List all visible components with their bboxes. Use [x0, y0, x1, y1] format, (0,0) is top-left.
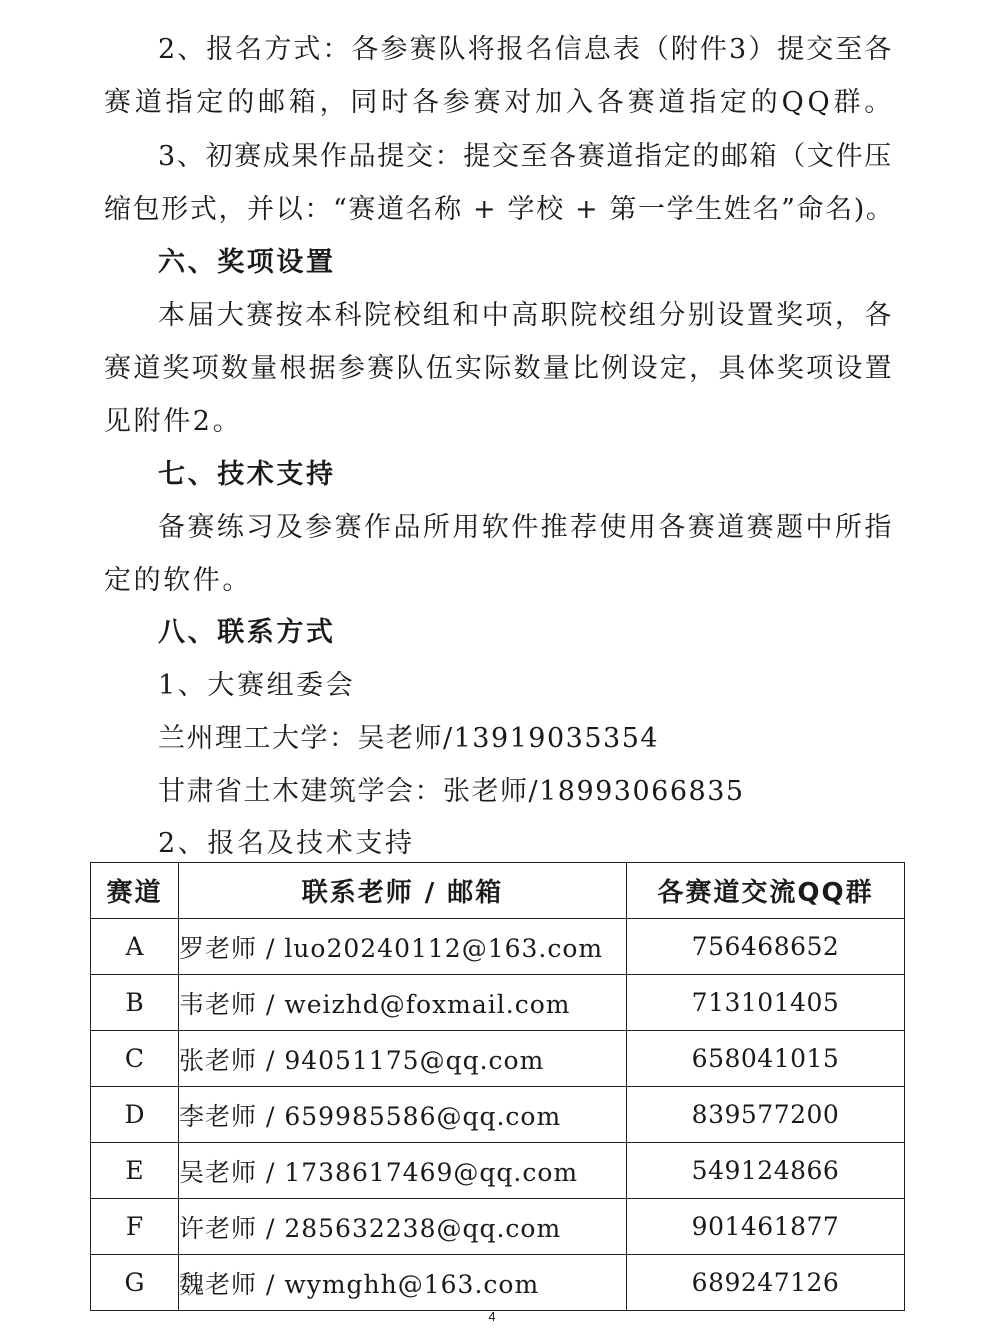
committee-label: 1、大赛组委会: [158, 670, 356, 701]
section-heading-tech-support: 七、技术支持: [158, 459, 336, 490]
registration-method-line-1: 2、报名方式：各参赛队将报名信息表（附件3）提交至各: [158, 34, 894, 65]
table-header-row: [91, 863, 905, 919]
awards-line-1: 本届大赛按本科院校组和中高职院校组分别设置奖项，各: [158, 300, 894, 331]
qq-cell: 689247126: [627, 1255, 905, 1311]
qq-cell: 901461877: [627, 1199, 905, 1255]
contact-gansu-society: 甘肃省土木建筑学会：张老师/18993066835: [158, 776, 745, 807]
registration-method-line-2: 赛道指定的邮箱，同时各参赛对加入各赛道指定的QQ群。: [104, 87, 896, 118]
table-row: [91, 1031, 905, 1087]
track-cell: B: [91, 975, 179, 1031]
header-contact: 联系老师 / 邮箱: [179, 863, 627, 919]
contact-cell: 韦老师 / weizhd@foxmail.com: [179, 975, 627, 1031]
contact-cell: 罗老师 / luo20240112@163.com: [179, 919, 627, 975]
track-cell: D: [91, 1087, 179, 1143]
qq-cell: 713101405: [627, 975, 905, 1031]
contact-cell: 许老师 / 285632238@qq.com: [179, 1199, 627, 1255]
table-row: [91, 1199, 905, 1255]
awards-line-3: 见附件2。: [104, 406, 243, 437]
table-row: [91, 975, 905, 1031]
contact-cell: 吴老师 / 1738617469@qq.com: [179, 1143, 627, 1199]
track-cell: E: [91, 1143, 179, 1199]
registration-support-label: 2、报名及技术支持: [158, 828, 415, 859]
track-cell: C: [91, 1031, 179, 1087]
table-row: [91, 1087, 905, 1143]
qq-cell: 549124866: [627, 1143, 905, 1199]
page-number: 4: [488, 1309, 496, 1324]
qq-cell: 756468652: [627, 919, 905, 975]
header-track: 赛道: [91, 863, 179, 919]
track-cell: F: [91, 1199, 179, 1255]
contact-cell: 魏老师 / wymghh@163.com: [179, 1255, 627, 1311]
track-cell: A: [91, 919, 179, 975]
tech-support-line-1: 备赛练习及参赛作品所用软件推荐使用各赛道赛题中所指: [158, 512, 894, 543]
tech-support-line-2: 定的软件。: [104, 565, 252, 596]
contact-cell: 李老师 / 659985586@qq.com: [179, 1087, 627, 1143]
header-qq-group: 各赛道交流QQ群: [627, 863, 905, 919]
awards-line-2: 赛道奖项数量根据参赛队伍实际数量比例设定，具体奖项设置: [104, 353, 894, 384]
section-heading-contact: 八、联系方式: [158, 617, 336, 648]
submission-line-1: 3、初赛成果作品提交：提交至各赛道指定的邮箱（文件压: [158, 141, 893, 172]
section-heading-awards: 六、奖项设置: [158, 247, 336, 278]
contact-lzut: 兰州理工大学：吴老师/13919035354: [158, 723, 660, 754]
table-row: [91, 1255, 905, 1311]
contact-cell: 张老师 / 94051175@qq.com: [179, 1031, 627, 1087]
table-row: [91, 919, 905, 975]
qq-cell: 839577200: [627, 1087, 905, 1143]
track-cell: G: [91, 1255, 179, 1311]
table-row: [91, 1143, 905, 1199]
qq-cell: 658041015: [627, 1031, 905, 1087]
contact-table: [90, 862, 905, 1311]
submission-line-2: 缩包形式，并以：“赛道名称 + 学校 + 第一学生姓名”命名)。: [104, 194, 895, 225]
